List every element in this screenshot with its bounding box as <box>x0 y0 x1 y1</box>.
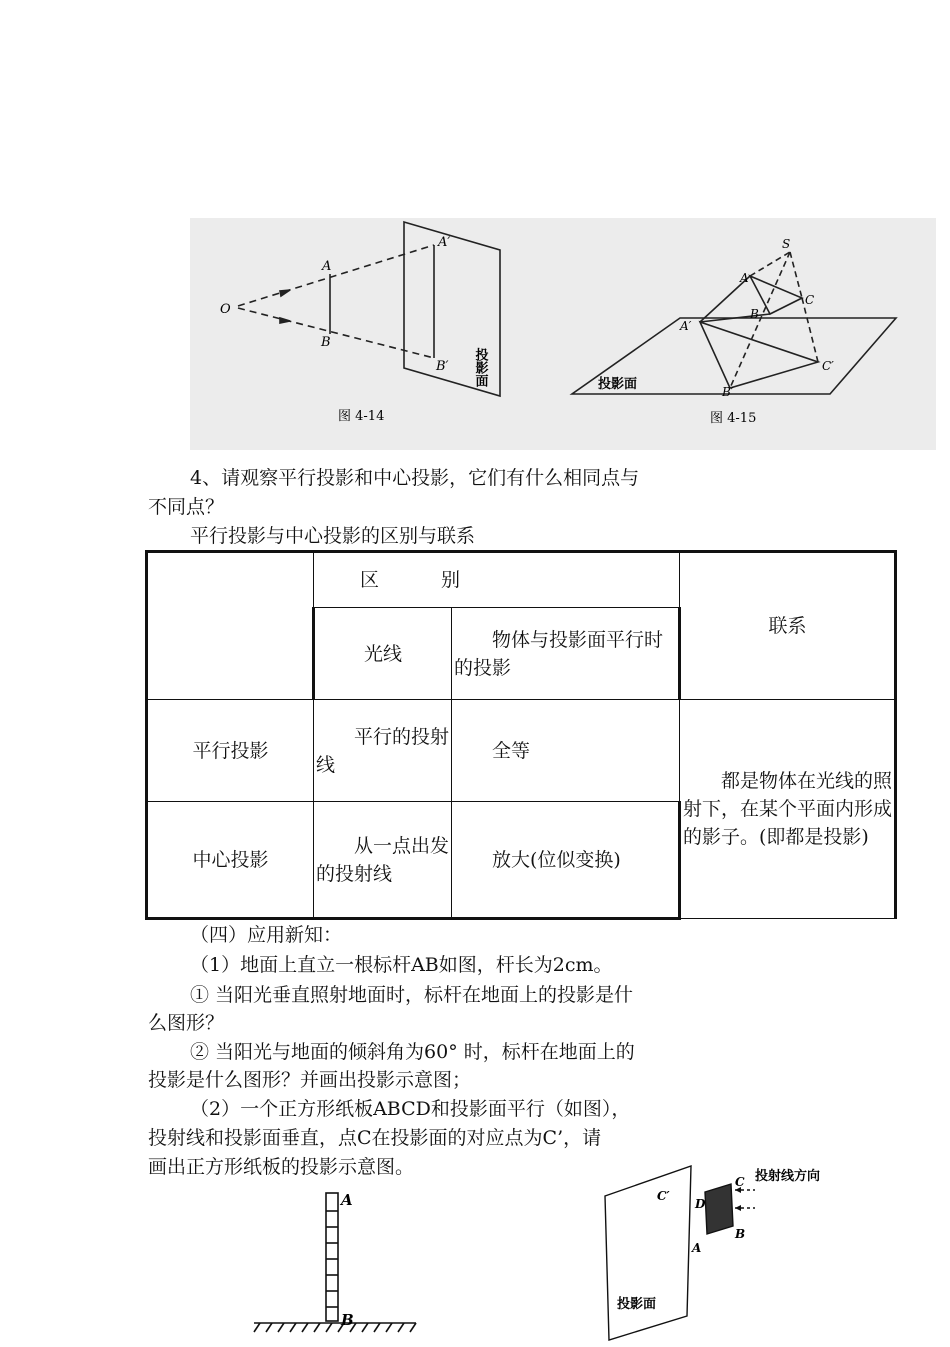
row-name-central: 中心投影 <box>147 802 314 919</box>
square-board <box>705 1184 733 1234</box>
caption-4-14: 图 4-14 <box>338 409 385 424</box>
label-c-prime: C′ <box>657 1189 670 1203</box>
problem-2-line-3: 画出正方形纸板的投影示意图。 <box>148 1156 415 1178</box>
label-a-prime-15: A′ <box>680 319 692 333</box>
projection-diagrams-svg <box>190 218 936 450</box>
label-s: S <box>782 237 791 251</box>
figure-square-board <box>595 1160 855 1342</box>
comparison-table <box>145 550 897 920</box>
figure-4-14 <box>238 222 500 396</box>
figure-4-15 <box>572 252 896 394</box>
label-a: A <box>322 259 332 274</box>
label-c-15: C <box>805 293 815 307</box>
header-parallel-projection: 物体与投影面平行时的投影 <box>452 608 680 700</box>
label-b-prime-15: B′ <box>722 385 734 399</box>
ray-sc <box>790 252 802 298</box>
label-b: B <box>321 335 331 350</box>
label-b: B <box>735 1227 746 1241</box>
row-proj-parallel: 全等 <box>452 700 680 802</box>
label-a-15: A <box>740 271 749 285</box>
arrow-oa <box>280 290 290 296</box>
header-diff-char-1: 区 <box>360 569 382 591</box>
label-plane-4-14: 投影面 <box>472 348 488 387</box>
square-board-svg <box>595 1160 855 1342</box>
section-heading: （四）应用新知： <box>190 924 343 946</box>
question-4-line-2: 不同点？ <box>148 496 225 518</box>
problem-1: （1）地面上直立一根标杆AB如图，杆长为2cm。 <box>190 954 613 976</box>
pole-svg <box>250 1185 430 1342</box>
table-title: 平行投影与中心投影的区别与联系 <box>190 525 476 547</box>
problem-2-line-1: （2）一个正方形纸板ABCD和投影面平行（如图）， <box>190 1098 631 1120</box>
label-c-prime-15: C′ <box>822 359 834 373</box>
question-4-line-1: 4、请观察平行投影和中心投影，它们有什么相同点与 <box>190 467 640 489</box>
question-2-line-2: 投影是什么图形？并画出投影示意图； <box>148 1069 472 1091</box>
ray-cc <box>802 298 818 362</box>
label-a: A <box>692 1241 702 1255</box>
ray-sb <box>730 252 790 388</box>
arrow-ob <box>280 318 290 323</box>
header-relation: 联系 <box>680 552 896 700</box>
projection-plane <box>605 1166 691 1340</box>
label-plane-4-15: 投影面 <box>598 377 638 392</box>
question-1-line-1: ① 当阳光垂直照射地面时，标杆在地面上的投影是什 <box>190 984 634 1006</box>
header-difference <box>314 552 680 608</box>
pole-label-a: A <box>341 1191 353 1209</box>
header-light: 光线 <box>314 608 452 700</box>
pole-label-b: B <box>341 1311 354 1329</box>
problem-2-line-2: 投射线和投影面垂直，点C在投影面的对应点为C’，请 <box>148 1127 602 1149</box>
corner-cell <box>147 552 314 700</box>
table-row <box>147 700 896 802</box>
label-a-prime: A′ <box>438 235 451 250</box>
question-2-line-1: ② 当阳光与地面的倾斜角为60° 时，标杆在地面上的 <box>190 1041 635 1063</box>
question-1-line-2: 么图形？ <box>148 1012 225 1034</box>
label-ray-direction: 投射线方向 <box>755 1169 821 1184</box>
pole <box>326 1193 338 1321</box>
row-name-parallel: 平行投影 <box>147 700 314 802</box>
ground-hatching <box>254 1323 416 1332</box>
caption-4-15: 图 4-15 <box>710 411 757 426</box>
header-diff-char-2: 别 <box>441 569 463 591</box>
figure-projection-diagrams <box>190 218 936 450</box>
row-proj-central: 放大(位似变换) <box>452 802 680 919</box>
row-light-parallel: 平行的投射线 <box>314 700 452 802</box>
label-d: D <box>695 1197 706 1211</box>
label-o: O <box>220 302 231 317</box>
figure-pole <box>250 1185 430 1342</box>
row-light-central: 从一点出发的投射线 <box>314 802 452 919</box>
ray-arrow-2 <box>735 1205 741 1211</box>
label-b-prime: B′ <box>436 359 449 374</box>
label-c: C <box>735 1175 745 1189</box>
label-b-15: B <box>750 307 759 321</box>
label-projection-plane: 投影面 <box>617 1297 657 1312</box>
relation-cell: 都是物体在光线的照射下，在某个平面内形成的影子。(即都是投影) <box>680 700 896 919</box>
triangle-a-b-c-prime <box>700 322 818 388</box>
